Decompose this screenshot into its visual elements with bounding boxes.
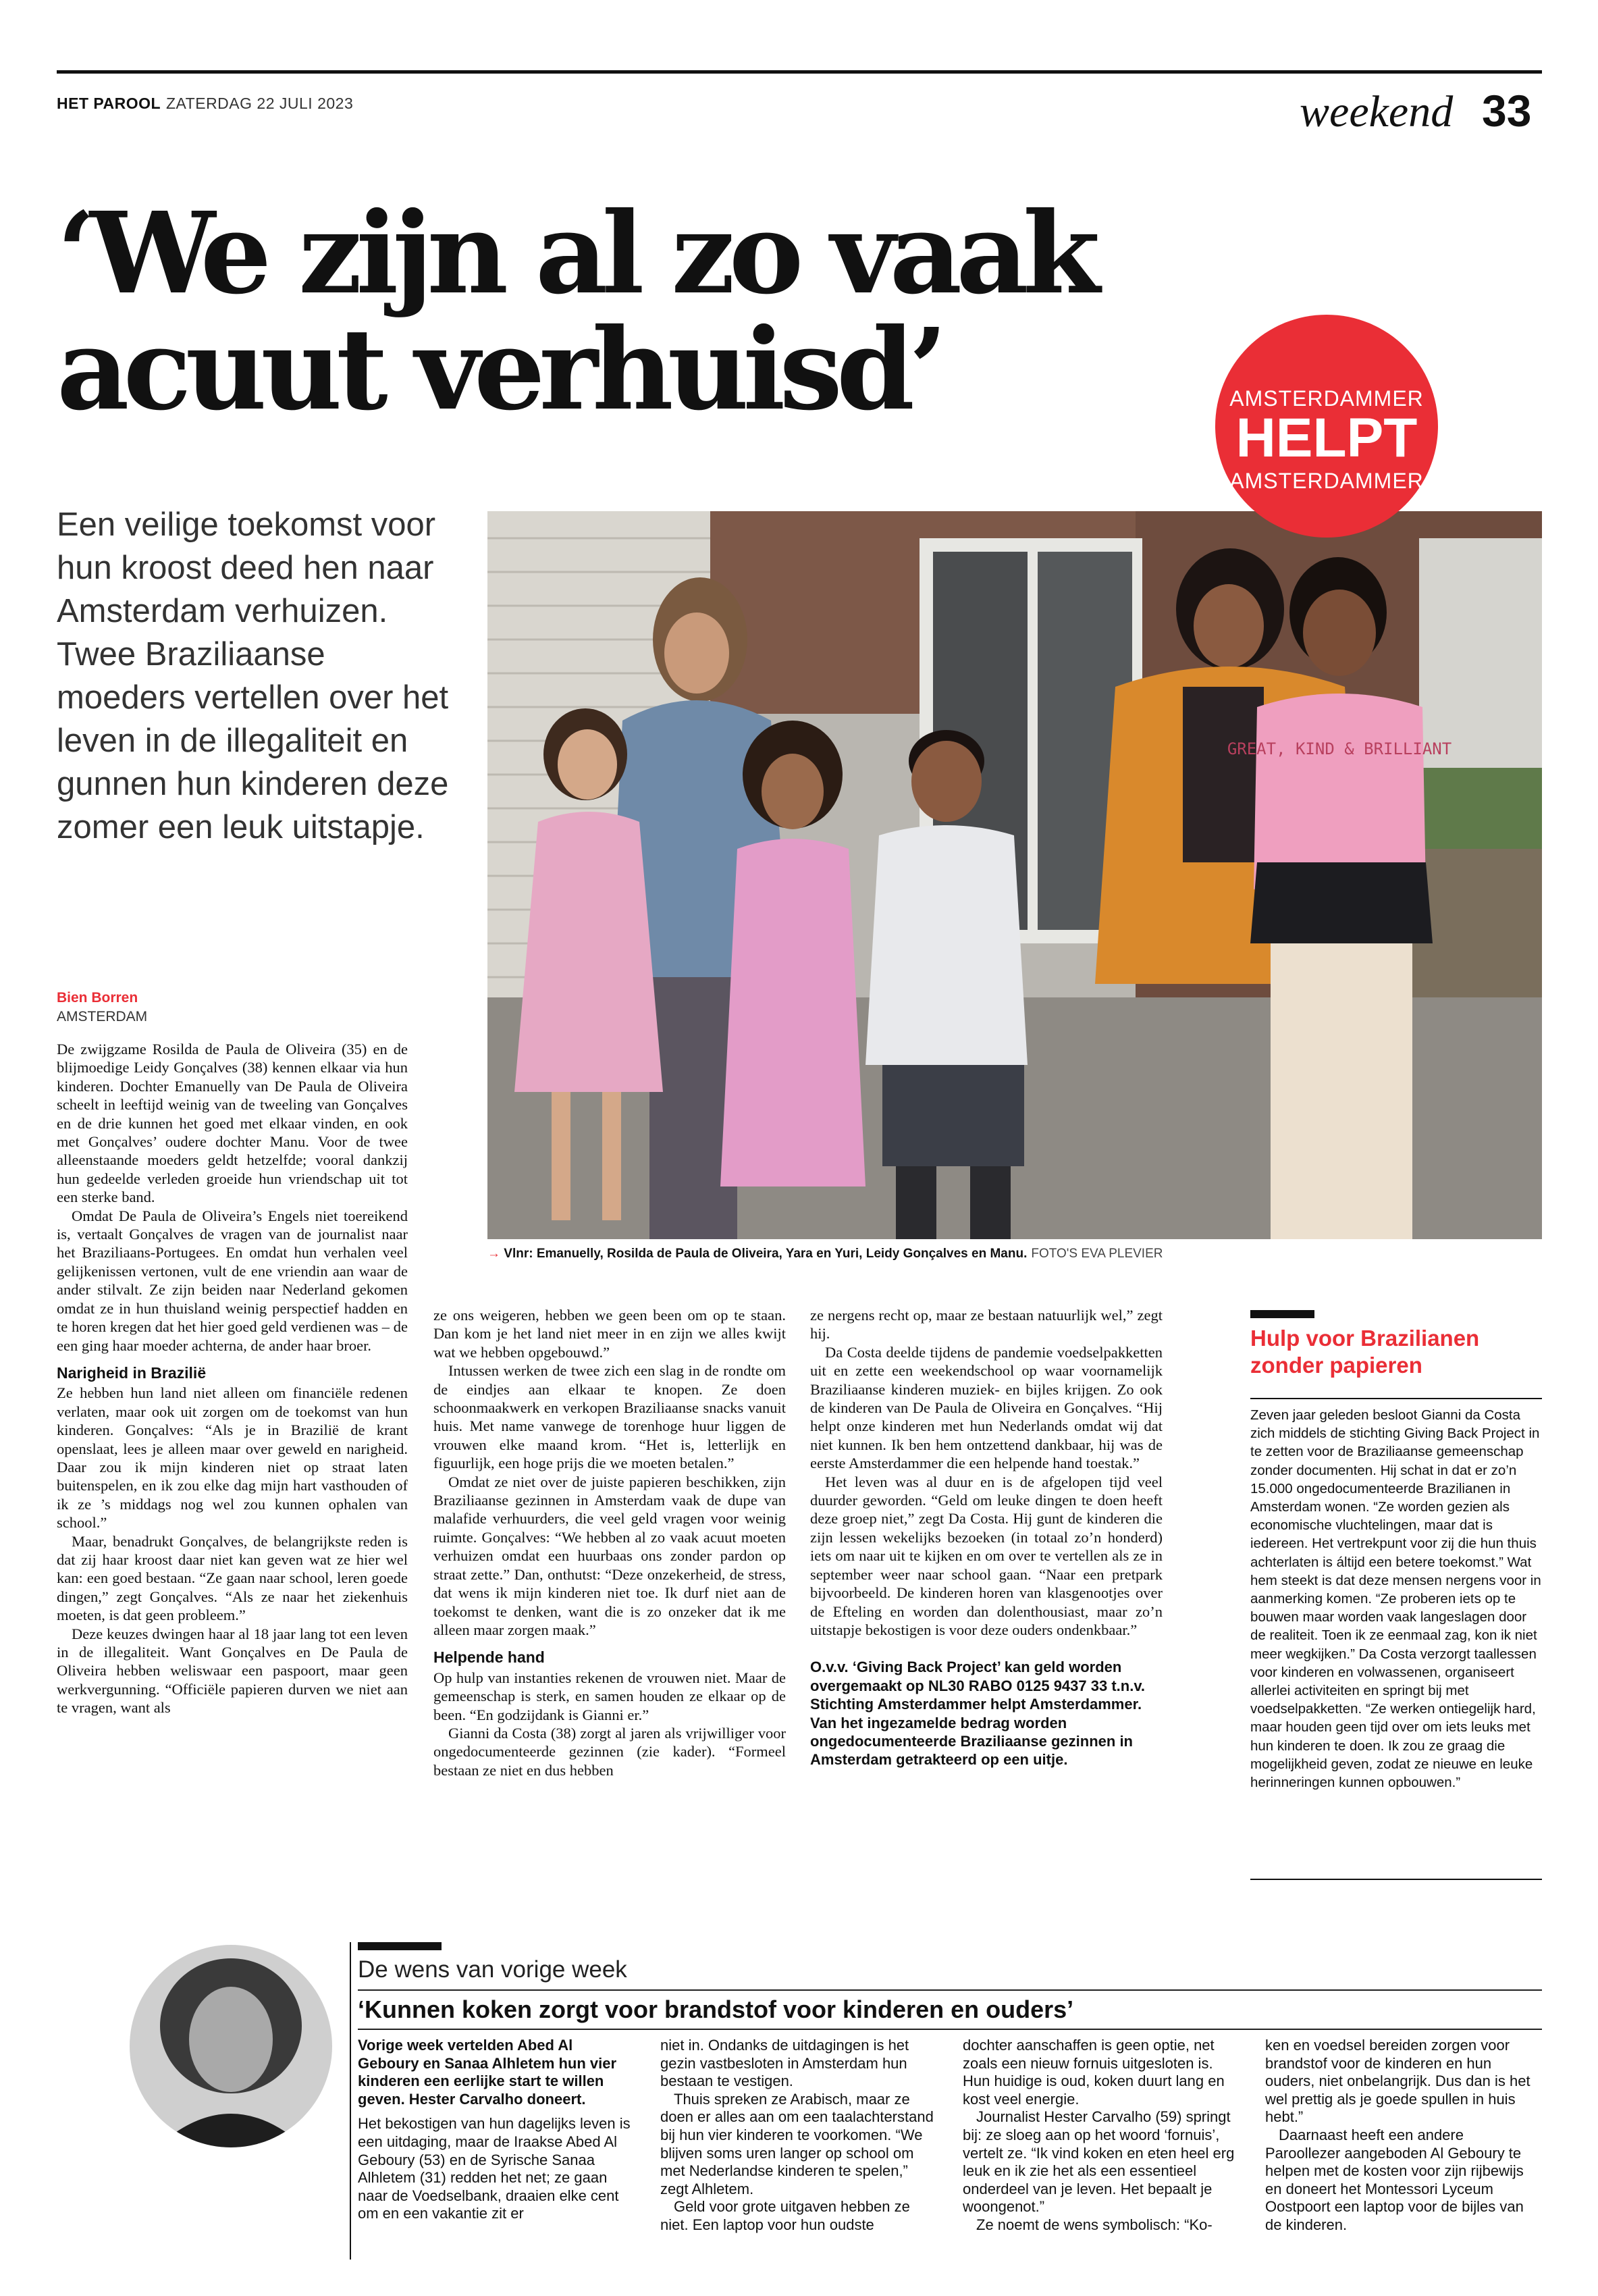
headline (57, 188, 1204, 436)
wens-title: ‘Kunnen koken zorgt voor brandstof voor kinderen en ouders’ (358, 1995, 1074, 2023)
paragraph: Omdat ze niet over de juiste papieren beschikken, zijn Braziliaanse gezinnen in Amsterdam vaak de dupe van malafide verhuurders, die veel geld vragen voor weinig ruimte. Gonçalves: “We hebben al zo vaak acuut moeten verhuizen omdat een huurbaas ons zonder pardon op straat zette.” Dan, onthutst: “Deze onzekerheid, de stress, dat wens ik mijn kinderen niet toe. Ik durf niet aan de toekomst te denken, want die is zo onzeker dat ik me alleen maar zorgen maak.” (433, 1473, 786, 1638)
paragraph: Geld voor grote uitgaven hebben ze niet. Een laptop voor hun oudste (660, 2198, 910, 2233)
wens-rule-2 (358, 2029, 1542, 2030)
wens-column-4 (1265, 2037, 1542, 2235)
headline-line-1: ‘We zijn al zo vaak (57, 188, 1094, 319)
paragraph: Ze hebben hun land niet alleen om financiële redenen verlaten, maar ook uit zorgen om de toekomst van hun kinderen. Gonçalves: “Als je in Brazilië de krant openslaat, lees je alleen maar over geweld en narigheid. Daar zou ik mijn kinderen niet op straat laten buitenspelen, en ik zou elke dag mijn hart vasthouden of ik ze ’s middags nog wel zou kunnen ophalen van school.” (57, 1384, 408, 1532)
badge-line-2: HELPT (1235, 407, 1418, 469)
paragraph: Op hulp van instanties rekenen de vrouwen niet. Maar de gemeenschap is sterk, en samen houden ze elkaar op de been. “En godzijdank is Gianni er.” (433, 1669, 786, 1723)
donation-info: O.v.v. ‘Giving Back Project’ kan geld worden overgemaakt op NL30 RABO 0125 9437 33 t.n.v. Stichting Amsterdammer helpt Amsterdammer. Van het ingezamelde bedrag worden ongedocumenteerde Braziliaanse gezinnen in Amsterdam getrakteerd op een uitje. (810, 1659, 1146, 1769)
paragraph: Daarnaast heeft een andere Paroollezer aangeboden Al Geboury te helpen met de kosten voor zijn rijbewijs en doneert het Montessori Lyceum Oostpoort een laptop voor de bijles van de kinderen. (1265, 2126, 1524, 2233)
paragraph: Gianni da Costa (38) zorgt al jaren als vrijwilliger voor ongedocumenteerde gezinnen (zie kader). “Formeel bestaan ze niet en dus hebben (433, 1724, 786, 1779)
paragraph: Ze noemt de wens symbolisch: “Ko- (976, 2216, 1213, 2233)
byline: Bien Borren (57, 990, 138, 1006)
wens-accent-bar (358, 1942, 442, 1950)
sidebar-accent-bar (1250, 1310, 1314, 1318)
top-rule (57, 70, 1542, 74)
caption-text: Vlnr: Emanuelly, Rosilda de Paula de Oliveira, Yara en Yuri, Leidy Gonçalves en Manu. (504, 1247, 1028, 1261)
paragraph: niet in. Ondanks de uitdagingen is het gezin vastbesloten in Amsterdam hun bestaan te vestigen. (660, 2037, 909, 2090)
article-column-2 (433, 1306, 786, 1779)
paragraph: De zwijgzame Rosilda de Paula de Oliveira (35) en de blijmoedige Leidy Gonçalves (38) kennen elkaar via hun kinderen. Dochter Emanuelly van De Paula de Oliveira scheelt in leeftijd weinig van de tweeling van Gonçalves en de drie kunnen het goed met elkaar vinden, en ook met Gonçalves’ oudere dochter Manu. Voor de twee alleenstaande moeders geldt hetzelfde; vooral dankzij hun gedeelde verleden groeide hun vriendschap uit tot een sterke band. (57, 1041, 408, 1206)
badge-line-3: AMSTERDAMMER (1229, 469, 1424, 493)
issue-date: ZATERDAG 22 JULI 2023 (166, 95, 354, 112)
paragraph: ze nergens recht op, maar ze bestaan natuurlijk wel,” zegt hij. (810, 1307, 1163, 1342)
location: AMSTERDAM (57, 1009, 148, 1024)
paragraph: Het leven was al duur en is de afgelopen tijd veel duurder geworden. “Geld om leuke dingen te doen heeft deze groep niet,” zegt Da Costa. Hij gunt de kinderen die zijn lessen wekelijks bezoeken (in totaal zo’n honderd) iets om naar uit te kijken en om over te vertellen als ze in september weer naar school gaan. “Naar een pretpark bijvoorbeeld. De kinderen horen van klasgenootjes over de Efteling en worden dan dolenthousiast, maar zo’n uitstapje bekostigen is voor deze ouders ondenkbaar.” (810, 1473, 1163, 1638)
newspaper-name: HET PAROOL (57, 95, 161, 112)
wens-column-3 (963, 2037, 1240, 2235)
paragraph: dochter aanschaffen is geen optie, net zoals een nieuw fornuis uitgesloten is. Hun huidige is oud, koken duurt lang en kost veel energie. (963, 2037, 1225, 2108)
subheading: Narigheid in Brazilië (57, 1363, 207, 1382)
paragraph: Het bekostigen van hun dagelijks leven is een uitdaging, maar de Iraakse Abed Al Geboury (53) en de Syrische Sanaa Alhletem (31) redden het net; ze gaan naar de Voedselbank, draaien elke cent om en een vakantie zit er (358, 2115, 631, 2222)
paragraph: Intussen werken de twee zich een slag in de rondte om de eindjes aan elkaar te knopen. Ze doen schoonmaakwerk en verkopen Braziliaanse snacks vanuit huis. Met name vanwege de torenhoge huur liggen de vrouwen elke maand krom. “Het is, letterlijk en figuurlijk, een hoge prijs die we moeten betalen.” (433, 1362, 786, 1472)
wens-lead: Vorige week vertelden Abed Al Geboury en Sanaa Alhletem hun vier kinderen een eerlijke start te willen geven. Hester Carvalho doneert. (358, 2037, 617, 2108)
wens-column-2 (660, 2037, 937, 2235)
page-number: 33 (1482, 86, 1532, 136)
paragraph: Da Costa deelde tijdens de pandemie voedselpakketten uit en zette een weekendschool op waar voornamelijk Braziliaanse kinderen muziek- en bijles krijgen. Zo ook de kinderen van De Paula de Oliveira en Gonçalves. “Hij helpt onze kinderen met hun Nederlands omdat wij dat niet kunnen. Ik ben hem ontzettend dankbaar, hij was de eerste Amsterdammer die een helpende hand toestak.” (810, 1343, 1163, 1472)
wens-column-1 (358, 2037, 635, 2223)
article-column-3 (810, 1306, 1163, 1769)
badge-line-1: AMSTERDAMMER (1229, 386, 1424, 411)
paragraph: Thuis spreken ze Arabisch, maar ze doen er alles aan om een taalachterstand bij hun vier kinderen te voorkomen. “We blijven soms uren langer op school om met Nederlandse kinderen te spelen,” zegt Alhletem. (660, 2090, 934, 2197)
headline-line-2: acuut verhuisd’ (57, 304, 942, 436)
shirt-print: GREAT, KIND & BRILLIANT (1227, 739, 1452, 758)
intro-text: Een veilige toekomst voor hun kroost deed hen naar Amsterdam verhuizen. Twee Braziliaanse moeders vertellen over het leven in de illegaliteit en gunnen hun kinderen deze zomer een leuk uitstapje. (57, 506, 449, 845)
sidebar-rule (1250, 1398, 1542, 1399)
paragraph: Omdat De Paula de Oliveira’s Engels niet toereikend is, vertaalt Gonçalves de vragen van de journalist naar het Braziliaans-Portugees. En omdat hun verhalen veel gelijkenissen vertonen, vult de ene vriendin aan waar de ander stilvalt. Ze zijn beiden naar Nederland gekomen omdat ze in hun thuisland weinig perspectief hadden en te horen kregen dat het hier goed geld verdienen was – de een ging haar moeder achterna, de ander haar broer. (57, 1207, 408, 1354)
wens-rule (358, 1989, 1542, 1991)
paragraph: Maar, benadrukt Gonçalves, de belangrijkste reden is dat zij haar kroost daar niet kan geven wat ze hier wel kan: een goed bestaan. “Ze gaan naar school, leren goede dingen,” zegt Gonçalves. “Als ze naar het ziekenhuis moeten, is dat geen probleem.” (57, 1532, 408, 1624)
sidebar-body: Zeven jaar geleden besloot Gianni da Costa zich middels de stichting Giving Back Project in te zetten voor de Braziliaanse gemeenschap zonder documenten. Hij schat in dat er zo’n 15.000 ongedocumenteerde Brazilianen in Amsterdam wonen. “Ze worden gezien als economische vluchtelingen, maar dat is iedereen. Het vertrekpunt voor zij die hun thuis achterlaten is áltijd een betere toekomst.” Wat hem steekt is dat deze mensen nergens voor in aanmerking komen. “Ze proberen iets op te bouwen maar worden vaak langeslagen door de realiteit. Toen ik ze eenmaal zag, kon ik niet meer wegkijken.” Da Costa verzorgt taallessen voor kinderen en volwassenen, organiseert allerlei activiteiten en springt bij met voedselpakketten. “Ze werken ontiegelijk hard, maar houden geen tijd over om iets leuks met hun kinderen te doen. Ik zou ze graag die mogelijkheid geven, zodat ze nieuwe en leuke herinneringen kunnen opbouwen.” (1250, 1407, 1541, 1791)
sidebar-title: Hulp voor Brazilianen zonder papieren (1250, 1326, 1480, 1378)
article-column-1 (57, 1040, 408, 1717)
paragraph: ken en voedsel bereiden zorgen voor brandstof voor de kinderen en hun ouders, niet onbelangrijk. Dus dan is het wel prettig als je goede spullen in huis hebt.” (1265, 2037, 1530, 2126)
arrow-right-icon: → (487, 1247, 500, 1261)
sidebar-end-rule (1250, 1879, 1542, 1880)
campaign-badge (1215, 315, 1438, 538)
photo-credit: FOTO'S EVA PLEVIER (1031, 1247, 1163, 1261)
portrait-photo (130, 1945, 332, 2147)
paragraph: ze ons weigeren, hebben we geen been om op te staan. Dan kom je het land niet meer in en zijn we alles kwijt wat we hebben opgebouwd.” (433, 1307, 786, 1361)
section-name: weekend (1300, 87, 1454, 136)
wens-label: De wens van vorige week (358, 1956, 627, 1983)
subheading: Helpende hand (433, 1648, 545, 1667)
wens-vertical-rule (350, 1942, 351, 2260)
paragraph: Deze keuzes dwingen haar al 18 jaar lang tot een leven in de illegaliteit. Want Gonçalves en De Paula de Oliveira hebben weliswaar een paspoort, maar geen werkvergunning. “Officiële papieren durven we niet aan te vragen, want als (57, 1625, 408, 1717)
photo-caption (487, 1247, 1542, 1261)
family-photo (487, 511, 1542, 1239)
paragraph: Journalist Hester Carvalho (59) springt bij: ze sloeg aan op het woord ‘fornuis’, vertelt ze. “Ik vind koken en eten heel erg leuk en ik zie het als een essentieel onderdeel van je leven. Het bepaalt je woongenot.” (963, 2108, 1235, 2216)
